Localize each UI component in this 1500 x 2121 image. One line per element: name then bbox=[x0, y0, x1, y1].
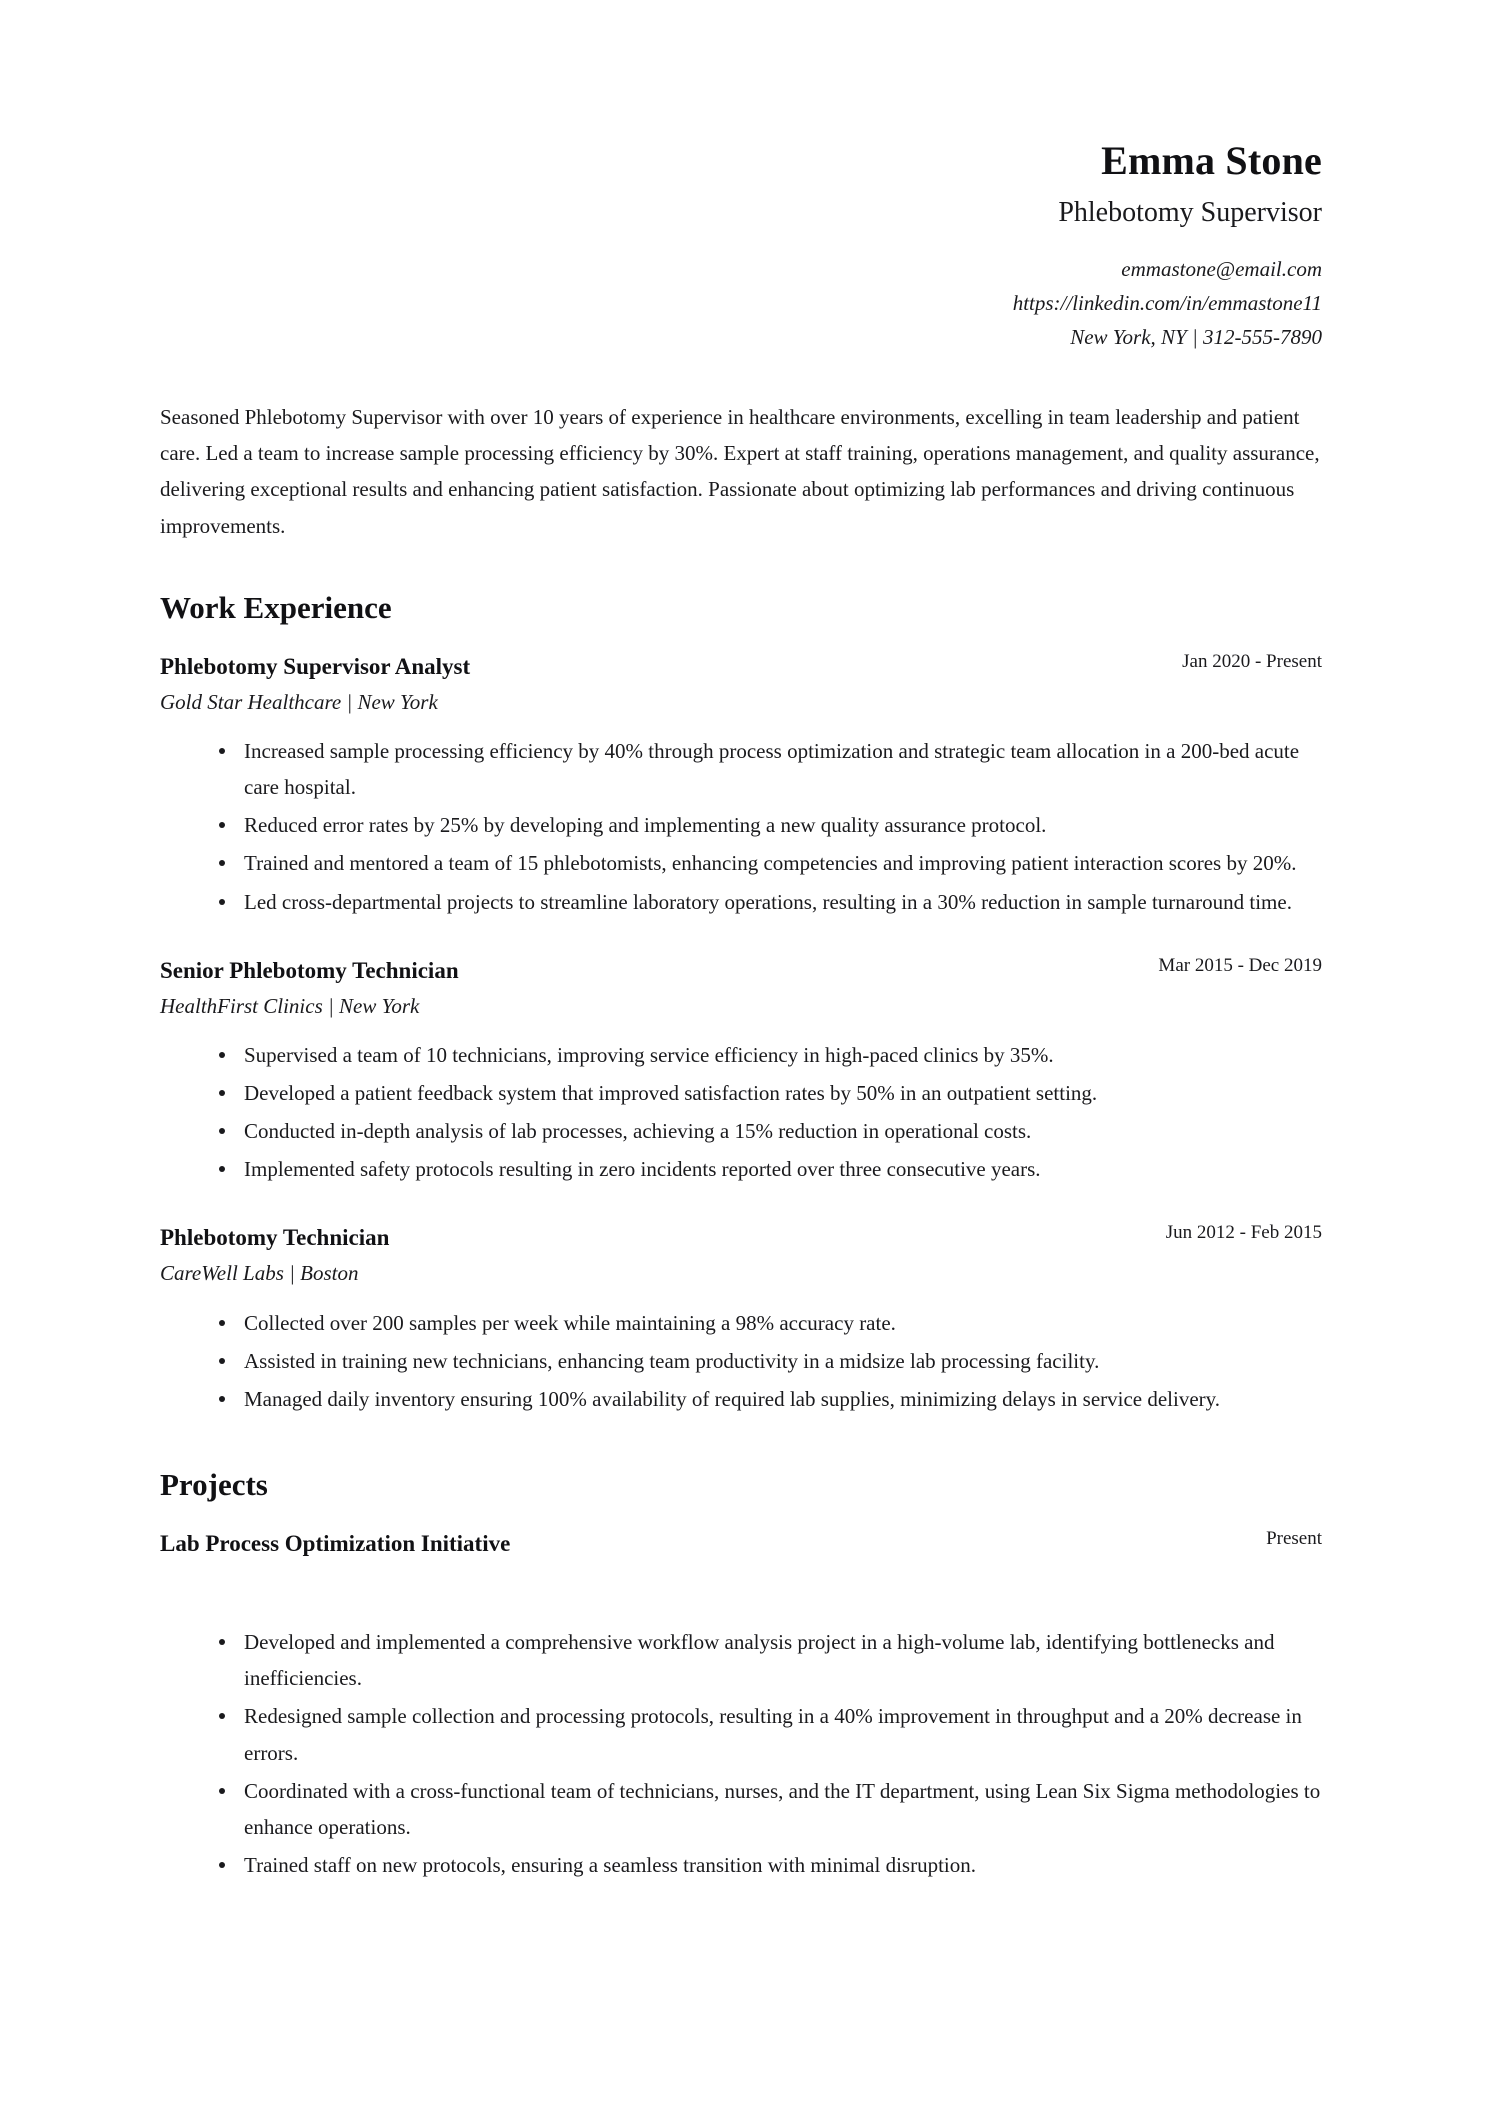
work-experience-heading: Work Experience bbox=[160, 589, 392, 625]
work-entry-bullets bbox=[160, 1037, 1322, 1187]
work-entry-title: Phlebotomy Supervisor Analyst bbox=[160, 653, 471, 679]
work-entry-subtitle: Gold Star Healthcare | New York bbox=[160, 689, 438, 714]
work-entry-date: Jun 2012 - Feb 2015 bbox=[1165, 1222, 1322, 1244]
contact-linkedin[interactable]: https://linkedin.com/in/emmastone11 bbox=[1012, 291, 1322, 316]
bullet-item: Developed and implemented a comprehensive workflow analysis project in a high-volume lab, identifying bottlenecks and inefficiencies. bbox=[218, 1624, 1322, 1696]
work-entry-title: Senior Phlebotomy Technician bbox=[160, 957, 459, 983]
bullet-item: Reduced error rates by 25% by developing and implementing a new quality assurance protocol. bbox=[218, 807, 1322, 843]
bullet-item: Increased sample processing efficiency by 40% through process optimization and strategic team allocation in a 200-bed acute care hospital. bbox=[218, 733, 1322, 805]
candidate-job-title: Phlebotomy Supervisor bbox=[1058, 197, 1322, 229]
projects-heading: Projects bbox=[160, 1467, 268, 1503]
bullet-item: Redesigned sample collection and processing protocols, resulting in a 40% improvement in throughput and a 20% decrease in errors. bbox=[218, 1698, 1322, 1770]
work-entry-date: Jan 2020 - Present bbox=[1182, 650, 1322, 672]
bullet-item: Implemented safety protocols resulting in zero incidents reported over three consecutive years. bbox=[218, 1151, 1322, 1187]
work-entry bbox=[160, 1223, 1322, 1417]
bullet-item: Coordinated with a cross-functional team of technicians, nurses, and the IT department, using Lean Six Sigma methodologies to enhance operations. bbox=[218, 1773, 1322, 1845]
project-entry bbox=[160, 1529, 1322, 1883]
candidate-name: Emma Stone bbox=[1101, 138, 1322, 183]
bullet-item: Collected over 200 samples per week while maintaining a 98% accuracy rate. bbox=[218, 1305, 1322, 1341]
resume-header bbox=[160, 0, 1322, 354]
project-entry-title: Lab Process Optimization Initiative bbox=[160, 1531, 511, 1557]
work-entry-title: Phlebotomy Technician bbox=[160, 1225, 390, 1251]
contact-email[interactable]: emmastone@email.com bbox=[1121, 257, 1322, 282]
work-entry-head bbox=[160, 652, 1322, 682]
project-entry-subtitle bbox=[160, 1564, 1322, 1594]
work-entry-bullets bbox=[160, 733, 1322, 920]
projects-section bbox=[160, 1466, 1322, 1883]
contact-block bbox=[160, 252, 1322, 354]
work-entry-bullets bbox=[160, 1305, 1322, 1417]
bullet-item: Led cross-departmental projects to streamline laboratory operations, resulting in a 30% reduction in sample turnaround time. bbox=[218, 884, 1322, 920]
work-entry bbox=[160, 956, 1322, 1188]
bullet-item: Trained and mentored a team of 15 phlebotomists, enhancing competencies and improving patient interaction scores by 20%. bbox=[218, 845, 1322, 881]
work-entry-head bbox=[160, 956, 1322, 986]
work-entry-subtitle: HealthFirst Clinics | New York bbox=[160, 993, 420, 1018]
bullet-item: Supervised a team of 10 technicians, improving service efficiency in high-paced clinics by 35%. bbox=[218, 1037, 1322, 1073]
work-entry bbox=[160, 652, 1322, 920]
bullet-item: Conducted in-depth analysis of lab processes, achieving a 15% reduction in operational costs. bbox=[218, 1113, 1322, 1149]
bullet-item: Managed daily inventory ensuring 100% availability of required lab supplies, minimizing delays in service delivery. bbox=[218, 1381, 1322, 1417]
work-entry-date: Mar 2015 - Dec 2019 bbox=[1158, 954, 1322, 976]
bullet-item: Trained staff on new protocols, ensuring a seamless transition with minimal disruption. bbox=[218, 1847, 1322, 1883]
bullet-item: Developed a patient feedback system that improved satisfaction rates by 50% in an outpatient setting. bbox=[218, 1075, 1322, 1111]
work-entry-subtitle: CareWell Labs | Boston bbox=[160, 1261, 359, 1286]
contact-location-phone: New York, NY | 312-555-7890 bbox=[1070, 325, 1322, 350]
work-experience-section bbox=[160, 589, 1322, 1417]
project-entry-head bbox=[160, 1529, 1322, 1559]
work-entry-head bbox=[160, 1223, 1322, 1253]
project-entry-date: Present bbox=[1266, 1528, 1322, 1550]
project-entry-bullets bbox=[160, 1624, 1322, 1883]
bullet-item: Assisted in training new technicians, enhancing team productivity in a midsize lab processing facility. bbox=[218, 1343, 1322, 1379]
professional-summary: Seasoned Phlebotomy Supervisor with over 10 years of experience in healthcare environments, excelling in team leadership and patient care. Led a team to increase sample processing efficiency by 30%. Expert at staff training, operations management, and quality assurance, delivering exceptional results and enhancing patient satisfaction. Passionate about optimizing lab performances and driving continuous improvements. bbox=[160, 405, 1320, 538]
